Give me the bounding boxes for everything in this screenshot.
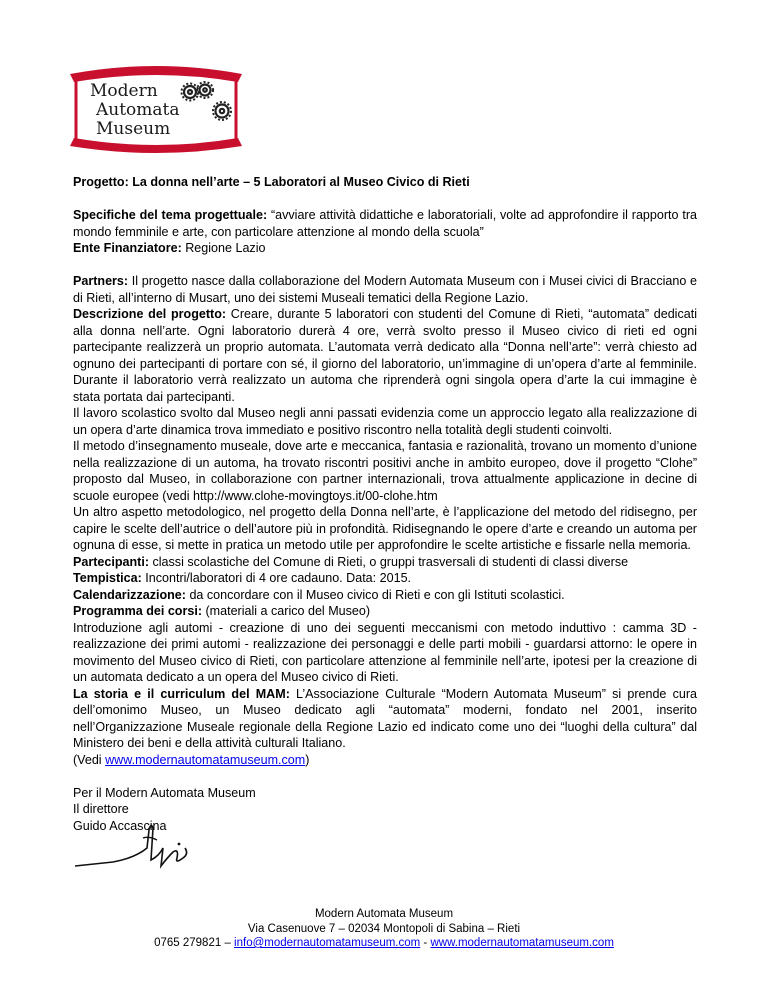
signoff-line-2: Il direttore	[73, 802, 129, 816]
website-link[interactable]: www.modernautomatamuseum.com	[105, 752, 306, 767]
footer-email-link[interactable]: info@modernautomatamuseum.com	[234, 937, 421, 949]
logo-line-museum: Museum	[96, 119, 171, 139]
see-website-line: (Vedi www.modernautomatamuseum.com)	[73, 752, 310, 767]
signoff-line-3: Guido Accascina	[73, 818, 167, 833]
museum-logo	[66, 60, 246, 160]
participants-line: Partecipanti: classi scolastiche del Comune di Rieti, o gruppi trasversali di studenti di classi diverse	[73, 554, 629, 569]
spec-paragraph: Specifiche del tema progettuale: “avviare attività didattiche e laboratoriali, volte ad approfondire il rapporto tra mondo femminile e arte, con particolare attenzione al mondo della scuola”	[73, 208, 697, 239]
project-title: Progetto: La donna nell’arte – 5 Laboratori al Museo Civico di Rieti	[73, 175, 470, 189]
page-footer	[0, 907, 768, 951]
document-body	[73, 174, 697, 834]
partners-paragraph: Partners: Il progetto nasce dalla collaborazione del Modern Automata Museum con i Musei civici di Bracciano e di Rieti, all’interno di Musart, uno dei sistemi Museali tematici della Regione Lazio.	[73, 274, 697, 305]
schedule-line: Calendarizzazione: da concordare con il Museo civico di Rieti e con gli Istituti scolastici.	[73, 587, 565, 602]
footer-org-name: Modern Automata Museum	[314, 908, 454, 920]
logo-line-modern: Modern	[90, 81, 158, 101]
program-body: Introduzione agli automi - creazione di uno dei seguenti meccanismi con metodo induttivo : camma 3D - realizzazione dei primi automi - realizzazione dei personaggi e delle parti mobili - guardarsi attorno: le opere in movimento del Museo civico di Rieti, con particolare attenzione al femminile nell’arte, ipotesi per la creazione di un automata dedicato a un opera del Museo civico di Rieti.	[73, 620, 697, 684]
paragraph-3: Un altro aspetto metodologico, nel progetto della Donna nell’arte, è l’applicazione del metodo del ridisegno, per capire le scelte dell’autrice o dell’autore più in profondità. Ridisegnando le opere d’arte e creando un automa per ognuna di esse, si mette in pratica un metodo utile per approfondire le scelte artistiche e fissarle nella memoria.	[73, 505, 697, 552]
description-paragraph: Descrizione del progetto: Creare, durante 5 laboratori con studenti del Comune di Rieti, “automata” dedicati alla donna nell’arte. Ogni laboratorio durerà 4 ore, verrà svolto presso il Museo civico di rieti ed ogni partecipante realizzerà un proprio automata. L’automata verrà dedicato alla “Donna nell’arte”: verrà chiesto ad ognuno dei partecipanti di portare con sé, il giorno del laboratorio, un’immagine di un’opera d’arte al femminile. Durante il laboratorio verrà realizzato un automa che riprenderà ogni singola opera d’arte la cui immagine è stata portata dai partecipanti.	[73, 307, 697, 404]
timing-line: Tempistica: Incontri/laboratori di 4 ore cadauno. Data: 2015.	[73, 571, 412, 585]
footer-contacts: 0765 279821 – info@modernautomatamuseum.com - www.modernautomatamuseum.com	[154, 937, 614, 949]
footer-website-link[interactable]: www.modernautomatamuseum.com	[430, 937, 614, 949]
footer-address: Via Casenuove 7 – 02034 Montopoli di Sabina – Rieti	[247, 922, 521, 935]
signoff-line-1: Per il Modern Automata Museum	[73, 785, 256, 800]
signature	[73, 818, 203, 878]
paragraph-1: Il lavoro scolastico svolto dal Museo negli anni passati evidenzia come un approccio legato alla realizzazione di un opera d’arte dinamica trova immediato e positivo riscontro nella totalità degli studenti coinvolti.	[73, 406, 697, 437]
history-paragraph: La storia e il curriculum del MAM: L’Associazione Culturale “Modern Automata Museum” si prende cura dell’omonimo Museo, un Museo dedicato agli “automata” moderni, fondato nel 2001, inserito nell’Organizzazione Museale regionale della Regione Lazio ed indicato come uno dei “luoghi della cultura” dal Ministero dei beni e della attività culturali Italiano.	[73, 686, 697, 750]
funder-line: Ente Finanziatore: Regione Lazio	[73, 241, 266, 255]
logo-line-automata: Automata	[96, 100, 180, 120]
paragraph-2: Il metodo d’insegnamento museale, dove arte e meccanica, fantasia e razionalità, trovano un momento d’unione nella realizzazione di un automa, ha trovato riscontri positivi anche in ambito europeo, dove il progetto “Clohe” proposto dal Museo, in collaborazione con partner internazionali, trova attualmente applicazione in decine di scuole europee (vedi http://www.clohe-movingtoys.it/00-clohe.htm	[73, 439, 697, 503]
program-line: Programma dei corsi: (materiali a carico del Museo)	[73, 604, 371, 618]
